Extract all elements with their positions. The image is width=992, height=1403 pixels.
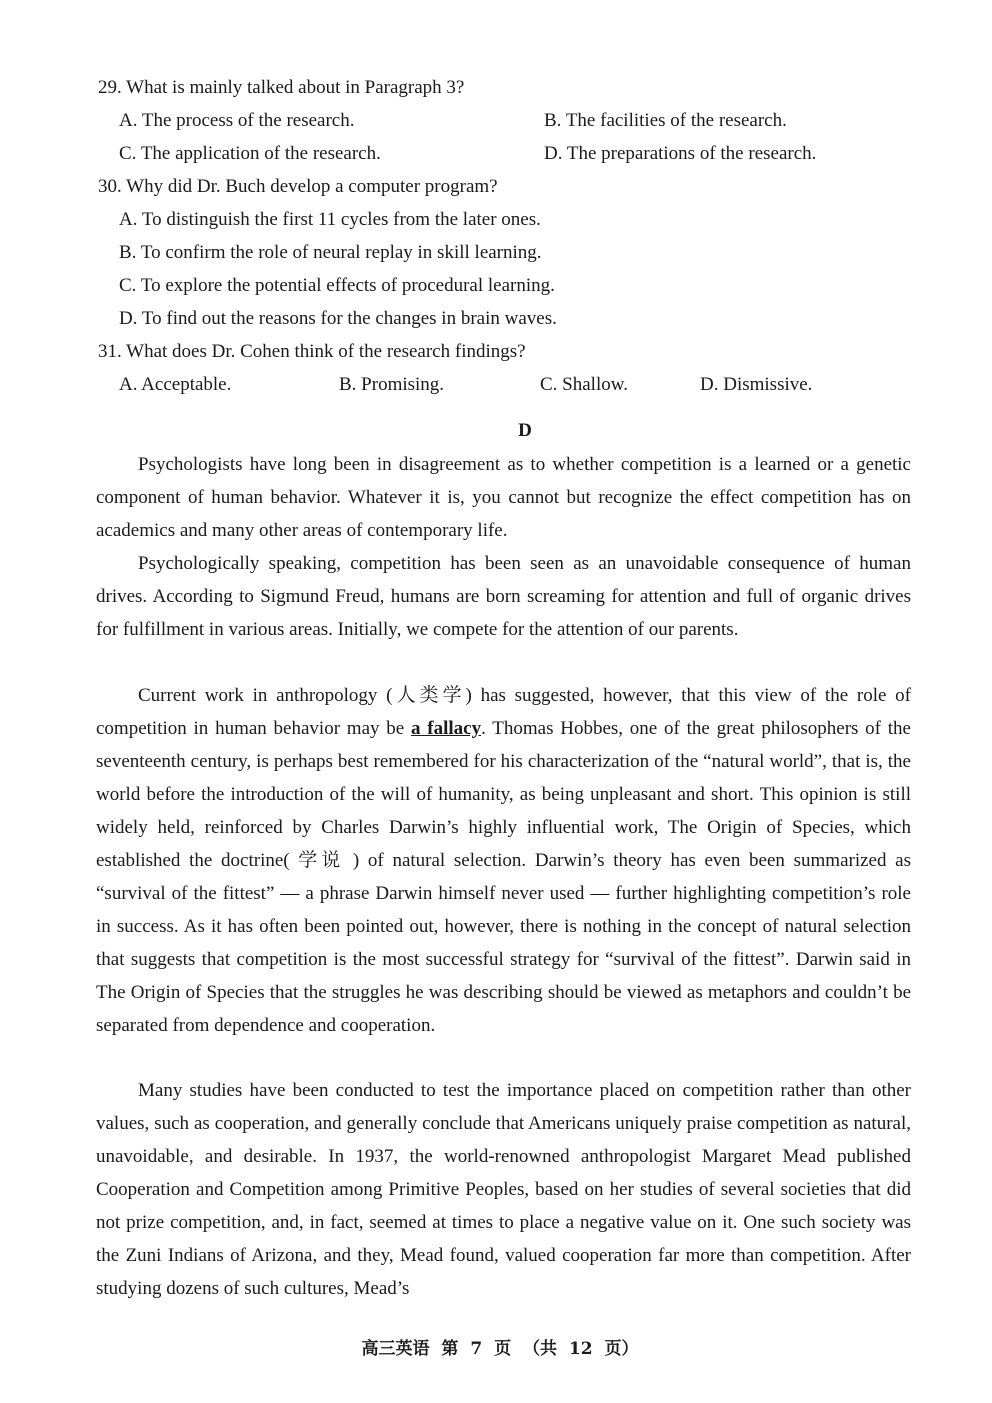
passage-paragraph-1: Psychologists have long been in disagreement as to whether competition is a learned or a genetic component of human behavior. Whatever it is, you cannot but recognize the effect competition has on academics and many other areas of contemporary life.: [96, 454, 911, 541]
question-29-option-a: A. The process of the research.: [119, 110, 355, 131]
question-29-stem: 29. What is mainly talked about in Paragraph 3?: [98, 77, 465, 98]
passage-paragraph-4: Many studies have been conducted to test the importance placed on competition rather than other values, such as cooperation, and generally conclude that Americans uniquely praise competition as natural, unavoidable, and desirable. In 1937, the world-renowned anthropologist Margaret Mead published Cooperation and Competition among Primitive Peoples, based on her studies of several societies that did not prize competition, and, in fact, seemed at times to place a negative value on it. One such society was the Zuni Indians of Arizona, and they, Mead found, valued cooperation far more than competition. After studying dozens of such cultures, Mead’s: [96, 1080, 911, 1299]
page-footer: [0, 1334, 992, 1359]
question-31-option-d: D. Dismissive.: [700, 374, 813, 395]
question-29-option-c: C. The application of the research.: [119, 143, 381, 164]
question-31-option-a: A. Acceptable.: [119, 374, 232, 395]
underlined-term: a fallacy: [410, 718, 482, 739]
paragraph-3-text-end: . Thomas Hobbes, one of the great philosophers of the seventeenth century, is perhaps best remembered for his characterization of the “natural world”, that is, the world before the introduction of the will of humanity, as being unpleasant and short. This opinion is still widely held, reinforced by Charles Darwin’s highly influential work, The Origin of Species, which established the doctrine( 学说 ) of natural selection. Darwin’s theory has even been summarized as “survival of the fittest” — a phrase Darwin himself never used — further highlighting competition’s role in success. As it has often been pointed out, however, there is nothing in the concept of natural selection that suggests that competition is the most successful strategy for “survival of the fittest”. Darwin said in The Origin of Species that the struggles he was describing should be viewed as metaphors and couldn’t be separated from dependence and cooperation.: [96, 718, 911, 1036]
section-heading: D: [518, 420, 532, 441]
paragraph-3-text-start: Current work in anthropology (人类学) has suggested, however, that this view of the role of competition in human behavior may be: [96, 685, 911, 739]
passage-paragraph-3: [96, 679, 911, 1042]
question-30-option-a: A. To distinguish the first 11 cycles from the later ones.: [119, 209, 541, 230]
question-31-option-c: C. Shallow.: [540, 374, 628, 395]
question-30-option-b: B. To confirm the role of neural replay in skill learning.: [119, 242, 542, 263]
footer-subject: 高三英语: [361, 1339, 430, 1359]
passage-paragraph-2: Psychologically speaking, competition has been seen as an unavoidable consequence of human drives. According to Sigmund Freud, humans are born screaming for attention and full of organic drives for fulfillment in various areas. Initially, we compete for the attention of our parents.: [96, 553, 911, 640]
footer-page-number: 第 7 页: [441, 1339, 512, 1359]
question-29-option-b: B. The facilities of the research.: [544, 110, 787, 131]
question-30-option-d: D. To find out the reasons for the changes in brain waves.: [119, 308, 557, 329]
question-31-stem: 31. What does Dr. Cohen think of the research findings?: [98, 341, 526, 362]
question-30-option-c: C. To explore the potential effects of procedural learning.: [119, 275, 555, 296]
question-29-option-d: D. The preparations of the research.: [544, 143, 817, 164]
question-30-stem: 30. Why did Dr. Buch develop a computer program?: [98, 176, 498, 197]
question-31-option-b: B. Promising.: [339, 374, 445, 395]
footer-total-pages: （共 12 页）: [523, 1339, 639, 1359]
